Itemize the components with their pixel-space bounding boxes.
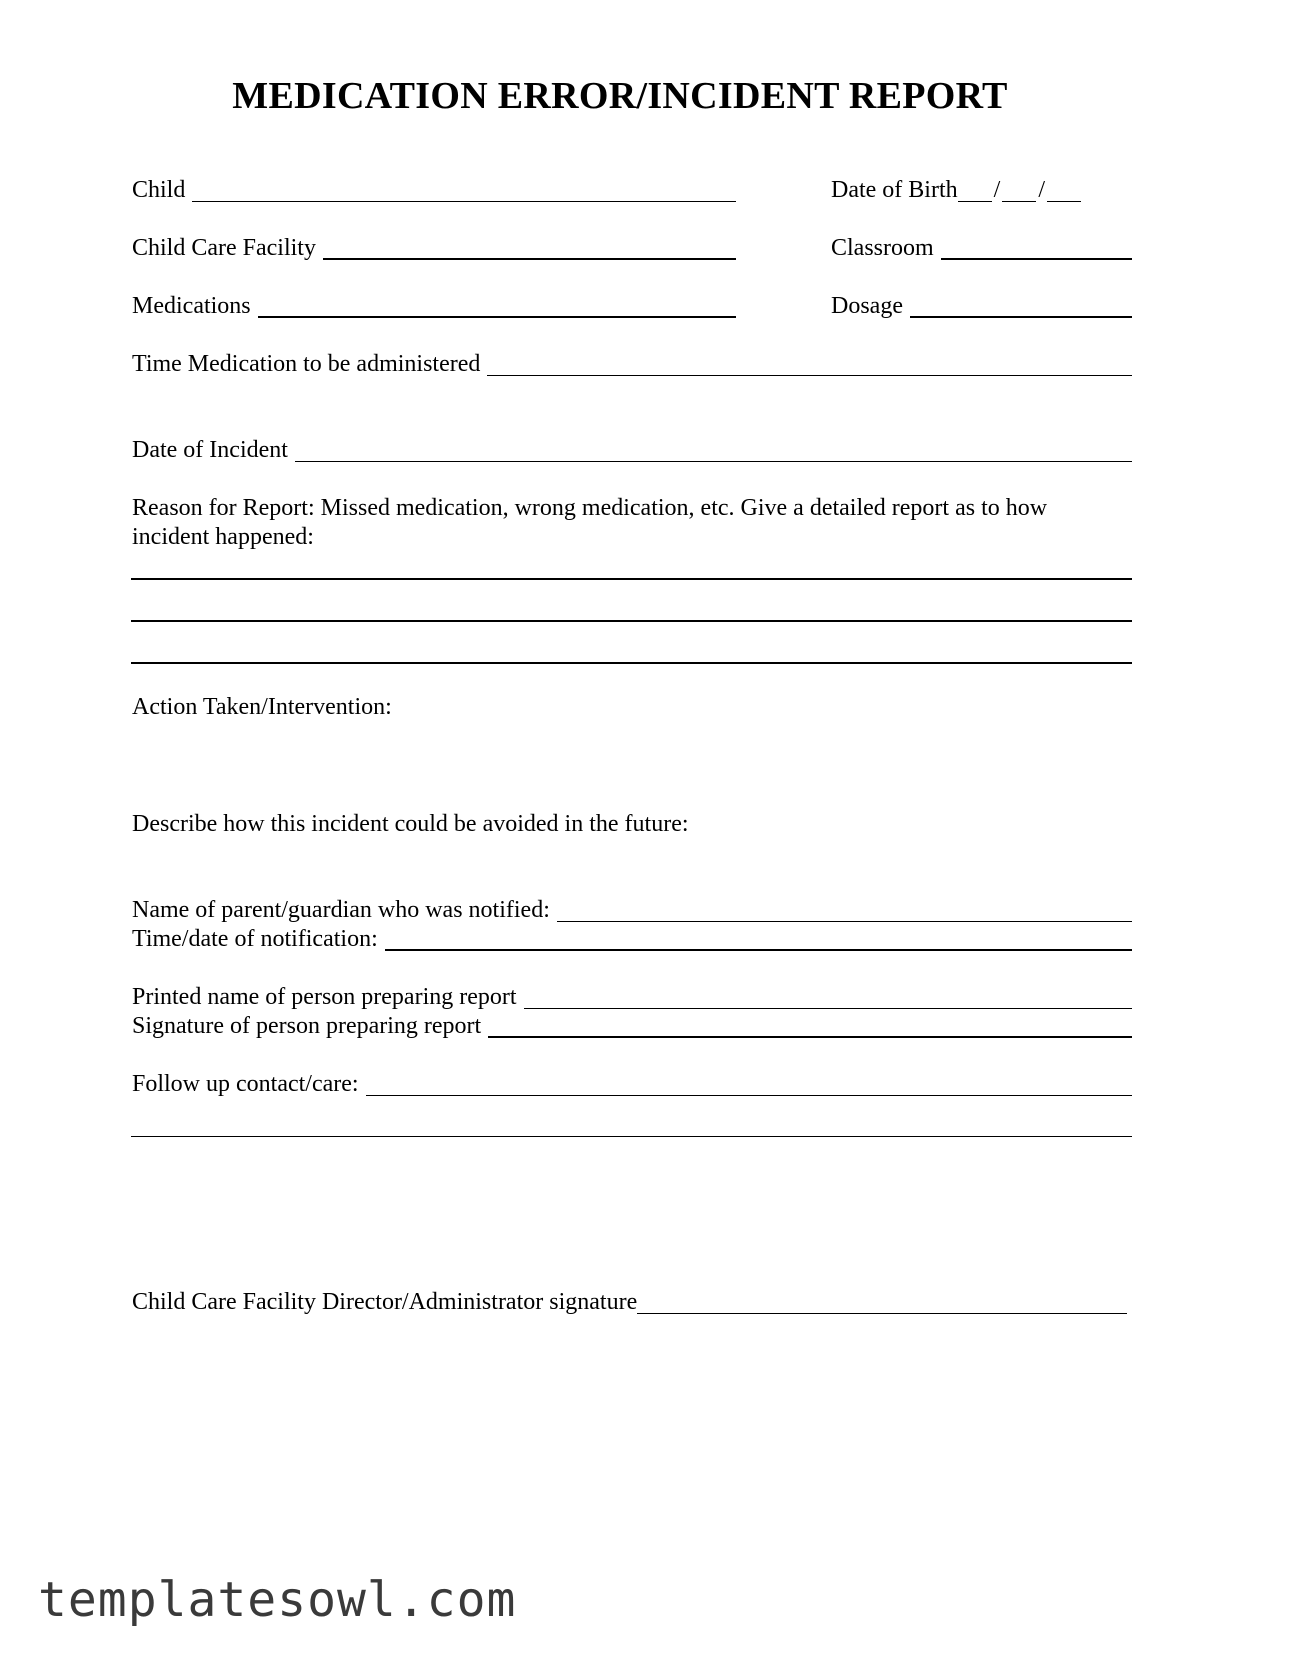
follow-up-label: Follow up contact/care: <box>132 1071 359 1097</box>
signature-input[interactable] <box>488 1014 1132 1038</box>
parent-notified-field <box>132 896 1132 924</box>
classroom-label: Classroom <box>831 235 934 261</box>
reason-for-report-label: Reason for Report: Missed medication, wrong medication, etc. Give a detailed report as to how incident happened: <box>132 495 1048 550</box>
time-date-notification-field <box>132 925 1132 953</box>
parent-notified-label: Name of parent/guardian who was notified: <box>132 897 550 923</box>
date-of-birth-field <box>831 176 1091 204</box>
time-date-notification-label: Time/date of notification: <box>132 926 378 952</box>
date-of-birth-label: Date of Birth <box>831 177 958 203</box>
follow-up-line-2[interactable] <box>131 1136 1132 1137</box>
action-taken-label: Action Taken/Intervention: <box>132 694 392 720</box>
medications-field <box>132 292 736 320</box>
dob-month-input[interactable] <box>958 179 992 202</box>
child-field <box>132 176 736 204</box>
child-label: Child <box>132 177 186 203</box>
follow-up-input[interactable] <box>366 1073 1132 1096</box>
dosage-label: Dosage <box>831 293 903 319</box>
medications-input[interactable] <box>258 294 736 318</box>
signature-field <box>132 1012 1132 1040</box>
parent-notified-input[interactable] <box>557 899 1132 922</box>
child-input[interactable] <box>192 179 736 202</box>
child-care-facility-input[interactable] <box>323 236 736 260</box>
reason-line-3[interactable] <box>131 662 1132 664</box>
reason-line-1[interactable] <box>131 578 1132 580</box>
dosage-field <box>831 292 1132 320</box>
director-signature-label: Child Care Facility Director/Administrator signature <box>132 1289 638 1315</box>
dob-day-input[interactable] <box>1002 179 1036 202</box>
printed-name-field <box>132 983 1132 1011</box>
classroom-input[interactable] <box>941 236 1132 260</box>
printed-name-label: Printed name of person preparing report <box>132 984 517 1010</box>
printed-name-input[interactable] <box>524 986 1132 1009</box>
classroom-field <box>831 234 1132 262</box>
child-care-facility-field <box>132 234 736 262</box>
dob-separator: / <box>1038 177 1045 203</box>
page-title: MEDICATION ERROR/INCIDENT REPORT <box>232 75 1008 117</box>
describe-avoid-label: Describe how this incident could be avoided in the future: <box>132 811 689 837</box>
time-medication-input[interactable] <box>487 353 1132 376</box>
watermark-text: templatesowl.com <box>38 1572 517 1628</box>
dob-separator: / <box>993 177 1001 203</box>
director-signature-field <box>132 1288 1127 1316</box>
date-of-incident-label: Date of Incident <box>132 437 288 463</box>
date-of-incident-field <box>132 436 1132 464</box>
medications-label: Medications <box>132 293 251 319</box>
time-medication-field <box>132 350 1132 378</box>
reason-line-2[interactable] <box>131 620 1132 622</box>
time-date-notification-input[interactable] <box>385 927 1132 951</box>
signature-label: Signature of person preparing report <box>132 1013 482 1039</box>
follow-up-field <box>132 1070 1132 1098</box>
time-medication-label: Time Medication to be administered <box>132 351 481 377</box>
dosage-input[interactable] <box>910 294 1132 318</box>
date-of-incident-input[interactable] <box>295 439 1132 462</box>
child-care-facility-label: Child Care Facility <box>132 235 316 261</box>
dob-year-input[interactable] <box>1047 179 1081 202</box>
director-signature-input[interactable] <box>637 1291 1127 1314</box>
